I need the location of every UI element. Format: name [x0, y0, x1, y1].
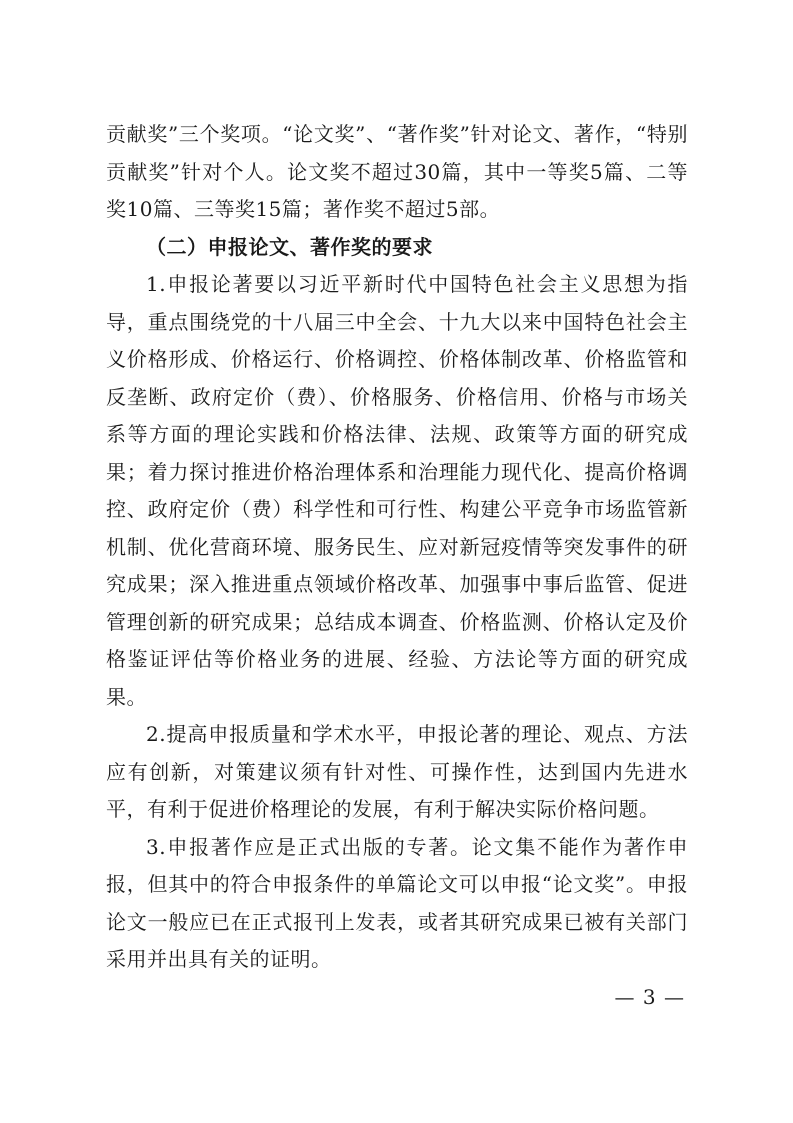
- document-body: [106, 116, 688, 979]
- paragraph-award-list: 贡献奖”三个奖项。“论文奖”、“著作奖”针对论文、著作，“特别贡献奖”针对个人。论文奖不超过30篇，其中一等奖5篇、二等奖10篇、三等奖15篇；著作奖不超过5部。: [106, 122, 688, 221]
- paragraph-requirement-2: 2.提高申报质量和学术水平，申报论著的理论、观点、方法应有创新，对策建议须有针对性、可操作性，达到国内先进水平，有利于促进价格理论的发展，有利于解决实际价格问题。: [106, 722, 688, 821]
- paragraph-requirement-3: 3.申报著作应是正式出版的专著。论文集不能作为著作申报，但其中的符合申报条件的单篇论文可以申报“论文奖”。申报论文一般应已在正式报刊上发表，或者其研究成果已被有关部门采用并出具有关的证明。: [106, 834, 688, 971]
- section-heading: （二）申报论文、著作奖的要求: [146, 234, 433, 259]
- page-number: — 3 —: [614, 985, 685, 1009]
- paragraph-requirement-1: 1.申报论著要以习近平新时代中国特色社会主义思想为指导，重点围绕党的十八届三中全会、十九大以来中国特色社会主义价格形成、价格运行、价格调控、价格体制改革、价格监管和反垄断、政府定价（费）、价格服务、价格信用、价格与市场关系等方面的理论实践和价格法律、法规、政策等方面的研究成果；着力探讨推进价格治理体系和治理能力现代化、提高价格调控、政府定价（费）科学性和可行性、构建公平竞争市场监管新机制、优化营商环境、服务民生、应对新冠疫情等突发事件的研究成果；深入推进重点领域价格改革、加强事中事后监管、促进管理创新的研究成果；总结成本调查、价格监测、价格认定及价格鉴证评估等价格业务的进展、经验、方法论等方面的研究成果。: [106, 272, 688, 709]
